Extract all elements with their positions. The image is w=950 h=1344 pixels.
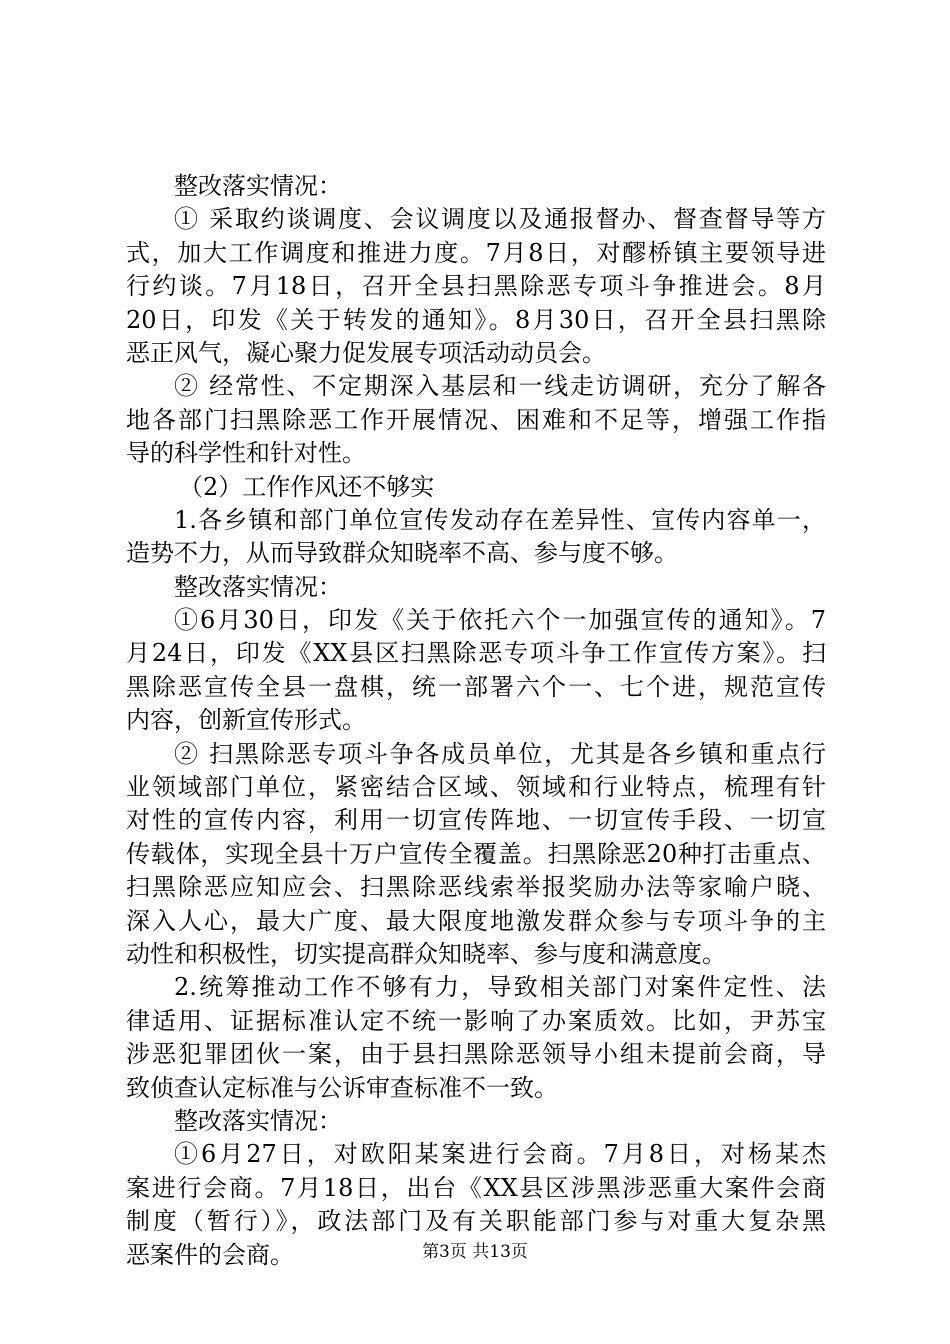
paragraph-line: 恶案件的会商。 xyxy=(126,1240,294,1269)
paragraph-line: 律适用、证据标准认定不统一影响了办案质效。比如，尹苏宝 xyxy=(126,1006,826,1035)
paragraph-line: 式，加大工作调度和推进力度。7月8日，对醪桥镇主要领导进 xyxy=(126,238,826,267)
paragraph-line: 行约谈。7月18日，召开全县扫黑除恶专项斗争推进会。8月 xyxy=(126,272,826,301)
section-heading-rectification: 整改落实情况： xyxy=(174,1106,342,1135)
section-heading-work-style: （2）工作作风还不够实 xyxy=(179,472,435,501)
paragraph-line: 20日，印发《关于转发的通知》。8月30日，召开全县扫黑除 xyxy=(126,305,826,334)
paragraph-line: 业领域部门单位，紧密结合区域、领域和行业特点，梳理有针 xyxy=(126,773,826,802)
paragraph-line: 传载体，实现全县十万户宣传全覆盖。扫黑除恶20种打击重点、 xyxy=(126,839,826,868)
paragraph-line: 动性和积极性，切实提高群众知晓率、参与度和满意度。 xyxy=(126,939,726,968)
paragraph-line: 造势不力，从而导致群众知晓率不高、参与度不够。 xyxy=(126,539,678,568)
paragraph-line: ② 经常性、不定期深入基层和一线走访调研，充分了解各 xyxy=(174,372,826,401)
paragraph-line: 1.各乡镇和部门单位宣传发动存在差异性、宣传内容单一， xyxy=(174,505,826,534)
paragraph-line: ① 采取约谈调度、会议调度以及通报督办、督查督导等方 xyxy=(174,205,826,234)
paragraph-line: 案进行会商。7月18日，出台《XX县区涉黑涉恶重大案件会商 xyxy=(126,1173,826,1202)
paragraph-line: 内容，创新宣传形式。 xyxy=(126,706,366,735)
paragraph-line: 致侦查认定标准与公诉审查标准不一致。 xyxy=(126,1073,558,1102)
paragraph-line: 地各部门扫黑除恶工作开展情况、困难和不足等，增强工作指 xyxy=(126,405,826,434)
paragraph-line: 深入人心，最大广度、最大限度地激发群众参与专项斗争的主 xyxy=(126,906,826,935)
paragraph-line: 对性的宣传内容，利用一切宣传阵地、一切宣传手段、一切宣 xyxy=(126,806,826,835)
page-footer xyxy=(0,1241,950,1263)
paragraph-line: 导的科学性和针对性。 xyxy=(126,439,366,468)
paragraph-line: 2.统筹推动工作不够有力，导致相关部门对案件定性、法 xyxy=(174,973,826,1002)
paragraph-line: ② 扫黑除恶专项斗争各成员单位，尤其是各乡镇和重点行 xyxy=(174,739,826,768)
section-heading-rectification: 整改落实情况： xyxy=(174,572,342,601)
paragraph-line: ①6月30日，印发《关于依托六个一加强宣传的通知》。7 xyxy=(174,606,826,635)
section-heading-rectification: 整改落实情况： xyxy=(174,172,342,200)
page-number: 第3页 共13页 xyxy=(422,1242,528,1262)
paragraph-line: 恶正风气，凝心聚力促发展专项活动动员会。 xyxy=(126,338,606,367)
paragraph-line: 月24日，印发《XX县区扫黑除恶专项斗争工作宣传方案》。扫 xyxy=(126,639,826,668)
paragraph-line: 扫黑除恶应知应会、扫黑除恶线索举报奖励办法等家喻户晓、 xyxy=(126,873,826,902)
paragraph-line: 涉恶犯罪团伙一案，由于县扫黑除恶领导小组未提前会商，导 xyxy=(126,1040,826,1069)
paragraph-line: 黑除恶宣传全县一盘棋，统一部署六个一、七个进，规范宣传 xyxy=(126,672,826,701)
paragraph-line: 制度（暂行）》，政法部门及有关职能部门参与对重大复杂黑 xyxy=(126,1207,826,1236)
document-body xyxy=(126,170,826,1272)
paragraph-line: ①6月27日，对欧阳某案进行会商。7月8日，对杨某杰 xyxy=(174,1140,826,1169)
